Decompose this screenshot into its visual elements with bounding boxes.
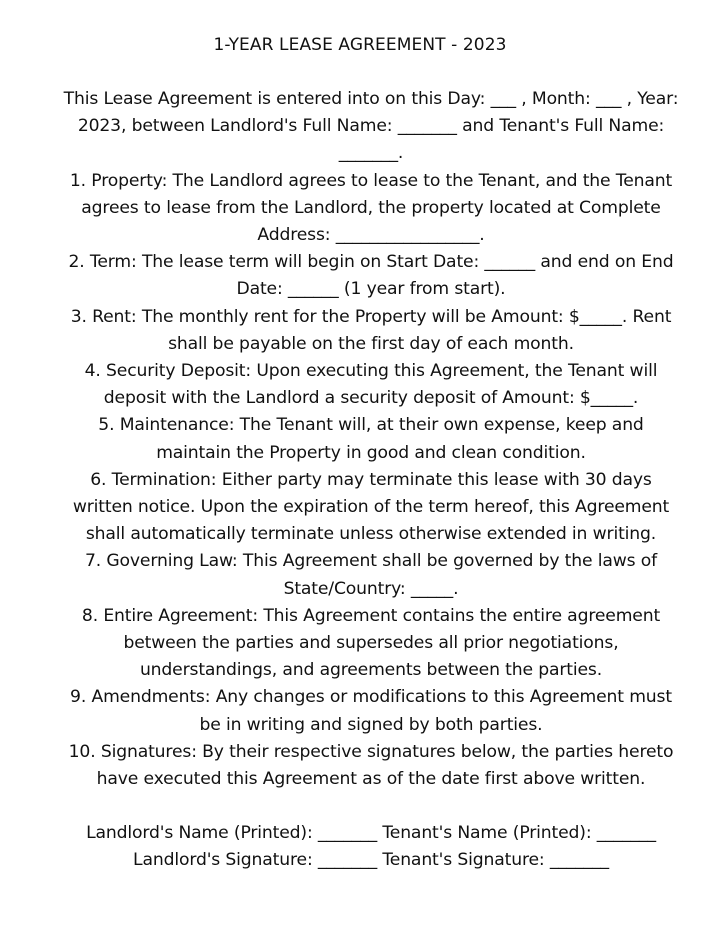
term-clause-line-2: Date: ______ (1 year from start). (236, 279, 506, 300)
termination-clause-line-3: shall automatically terminate unless otherwise extended in writing. (85, 524, 657, 545)
entire-agreement-clause-line-1: 8. Entire Agreement: This Agreement contains the entire agreement (81, 605, 661, 626)
amendments-clause-line-2: be in writing and signed by both parties. (199, 714, 543, 735)
maintenance-clause-line-2: maintain the Property in good and clean condition. (156, 442, 586, 463)
term-clause-line-1: 2. Term: The lease term will begin on Start Date: ______ and end on End (68, 252, 674, 273)
entire-agreement-clause-line-2: between the parties and supersedes all prior negotiations, (123, 633, 619, 654)
termination-clause-line-1: 6. Termination: Either party may terminate this lease with 30 days (90, 469, 652, 490)
section-spacer (18, 793, 720, 820)
signatures-clause-line-1: 10. Signatures: By their respective signatures below, the parties hereto (68, 741, 674, 762)
deposit-clause-line-1: 4. Security Deposit: Upon executing this Agreement, the Tenant will (84, 361, 658, 382)
governing-law-clause-line-1: 7. Governing Law: This Agreement shall be governed by the laws of (84, 551, 658, 572)
intro-line-2: 2023, between Landlord's Full Name: _______ and Tenant's Full Name: (77, 116, 665, 137)
property-clause-line-3: Address: _________________. (257, 225, 485, 246)
rent-clause-line-2: shall be payable on the first day of each month. (168, 333, 574, 354)
amendments-clause-line-1: 9. Amendments: Any changes or modifications to this Agreement must (70, 687, 672, 708)
maintenance-clause-line-1: 5. Maintenance: The Tenant will, at their own expense, keep and (98, 415, 644, 436)
rent-clause-line-1: 3. Rent: The monthly rent for the Property will be Amount: $_____. Rent (70, 306, 672, 327)
intro-line-1: This Lease Agreement is entered into on this Day: ___ , Month: ___ , Year: (63, 89, 679, 109)
document-title: 1-YEAR LEASE AGREEMENT - 2023 (213, 35, 507, 55)
signatures-clause-line-2: have executed this Agreement as of the date first above written. (96, 769, 646, 790)
lease-body (18, 86, 720, 875)
termination-clause-line-2: written notice. Upon the expiration of the term hereof, this Agreement (72, 497, 670, 518)
intro-line-3: _______. (338, 143, 404, 164)
property-clause-line-2: agrees to lease from the Landlord, the property located at Complete (81, 197, 661, 218)
deposit-clause-line-2: deposit with the Landlord a security deposit of Amount: $_____. (103, 388, 639, 409)
entire-agreement-clause-line-3: understandings, and agreements between the parties. (139, 660, 603, 681)
property-clause-line-1: 1. Property: The Landlord agrees to lease to the Tenant, and the Tenant (69, 170, 673, 191)
printed-names-line: Landlord's Name (Printed): _______ Tenant's Name (Printed): _______ (86, 823, 656, 844)
governing-law-clause-line-2: State/Country: _____. (283, 578, 459, 599)
signatures-line: Landlord's Signature: _______ Tenant's Signature: _______ (133, 850, 609, 871)
